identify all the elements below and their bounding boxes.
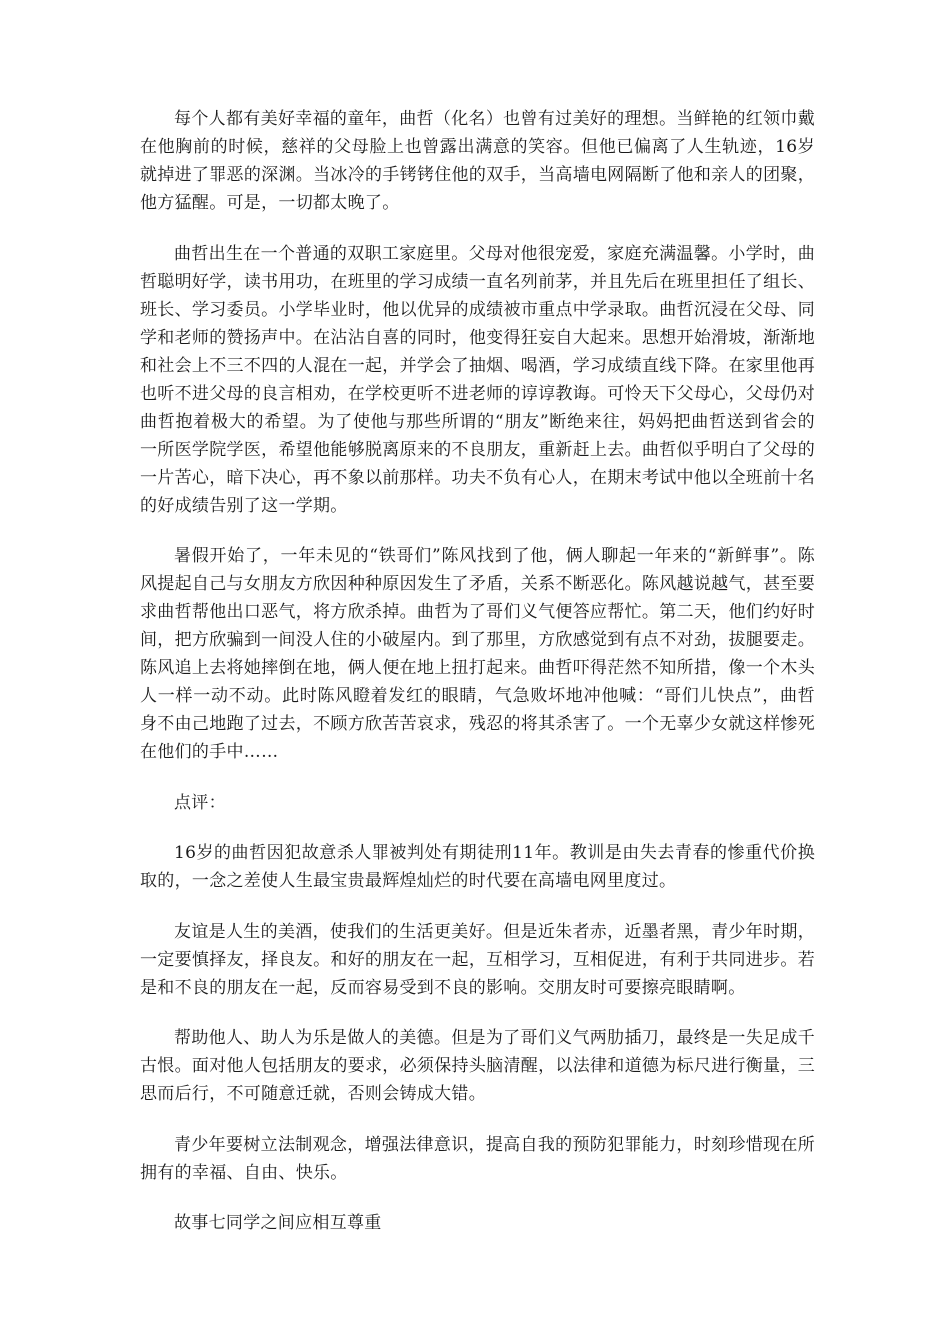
paragraph-background: 曲哲出生在一个普通的双职工家庭里。父母对他很宠爱，家庭充满温馨。小学时，曲哲聪明好学，读书用功，在班里的学习成绩一直名列前茅，并且先后在班里担任了组长、班长、学习委员。小学毕业时，他以优异的成绩被市重点中学录取。曲哲沉浸在父母、同学和老师的赞扬声中。在沾沾自喜的同时，他变得狂妄自大起来。思想开始滑坡，渐渐地和社会上不三不四的人混在一起，并学会了抽烟、喝酒，学习成绩直线下降。在家里他再也听不进父母的良言相劝，在学校更听不进老师的谆谆教诲。可怜天下父母心，父母仍对曲哲抱着极大的希望。为了使他与那些所谓的“朋友”断绝来往，妈妈把曲哲送到省会的一所医学院学医，希望他能够脱离原来的不良朋友，重新赶上去。曲哲似乎明白了父母的一片苦心，暗下决心，再不象以前那样。功夫不负有心人，在期末考试中他以全班前十名的好成绩告别了这一学期。: [140, 243, 815, 516]
paragraph-commentary-heading: 点评：: [174, 792, 226, 813]
paragraph-incident: 暑假开始了，一年未见的“铁哥们”陈风找到了他，俩人聊起一年来的“新鲜事”。陈风提起自己与女朋友方欣因种种原因发生了矛盾，关系不断恶化。陈风越说越气，甚至要求曲哲帮他出口恶气，将方欣杀掉。曲哲为了哥们义气便答应帮忙。第二天，他们约好时间，把方欣骗到一间没人住的小破屋内。到了那里，方欣感觉到有点不对劲，拔腿要走。陈风追上去将她摔倒在地，俩人便在地上扭打起来。曲哲吓得茫然不知所措，像一个木头人一样一动不动。此时陈风瞪着发红的眼睛，气急败坏地冲他喊：“哥们儿快点”，曲哲身不由己地跑了过去，不顾方欣苦苦哀求，残忍的将其杀害了。一个无辜少女就这样惨死在他们的手中……: [140, 546, 815, 762]
paragraph-sentence: 16岁的曲哲因犯故意杀人罪被判处有期徒刑11年。教训是由失去青春的惨重代价换取的，一念之差使人生最宝贵最辉煌灿烂的时代要在高墙电网里度过。: [140, 843, 815, 891]
paragraph-legal-awareness: 青少年要树立法制观念，增强法律意识，提高自我的预防犯罪能力，时刻珍惜现在所拥有的幸福、自由、快乐。: [140, 1134, 815, 1183]
document-page: [140, 105, 815, 1260]
paragraph-friendship: 友谊是人生的美酒，使我们的生活更美好。但是近朱者赤，近墨者黑，青少年时期，一定要慎择友，择良友。和好的朋友在一起，互相学习，互相促进，有利于共同进步。若是和不良的朋友在一起，反而容易受到不良的影响。交朋友时可要擦亮眼睛啊。: [140, 921, 815, 998]
paragraph-intro: 每个人都有美好幸福的童年，曲哲（化名）也曾有过美好的理想。当鲜艳的红领巾戴在他胸前的时候，慈祥的父母脸上也曾露出满意的笑容。但他已偏离了人生轨迹，16岁就掉进了罪恶的深渊。当冰冷的手铐铐住他的双手，当高墙电网隔断了他和亲人的团聚，他方猛醒。可是，一切都太晚了。: [140, 109, 815, 213]
paragraph-helping-others: 帮助他人、助人为乐是做人的美德。但是为了哥们义气两肋插刀，最终是一失足成千古恨。面对他人包括朋友的要求，必须保持头脑清醒，以法律和道德为标尺进行衡量，三思而后行，不可随意迁就，否则会铸成大错。: [140, 1028, 815, 1104]
story-seven-heading: 故事七同学之间应相互尊重: [174, 1213, 382, 1233]
